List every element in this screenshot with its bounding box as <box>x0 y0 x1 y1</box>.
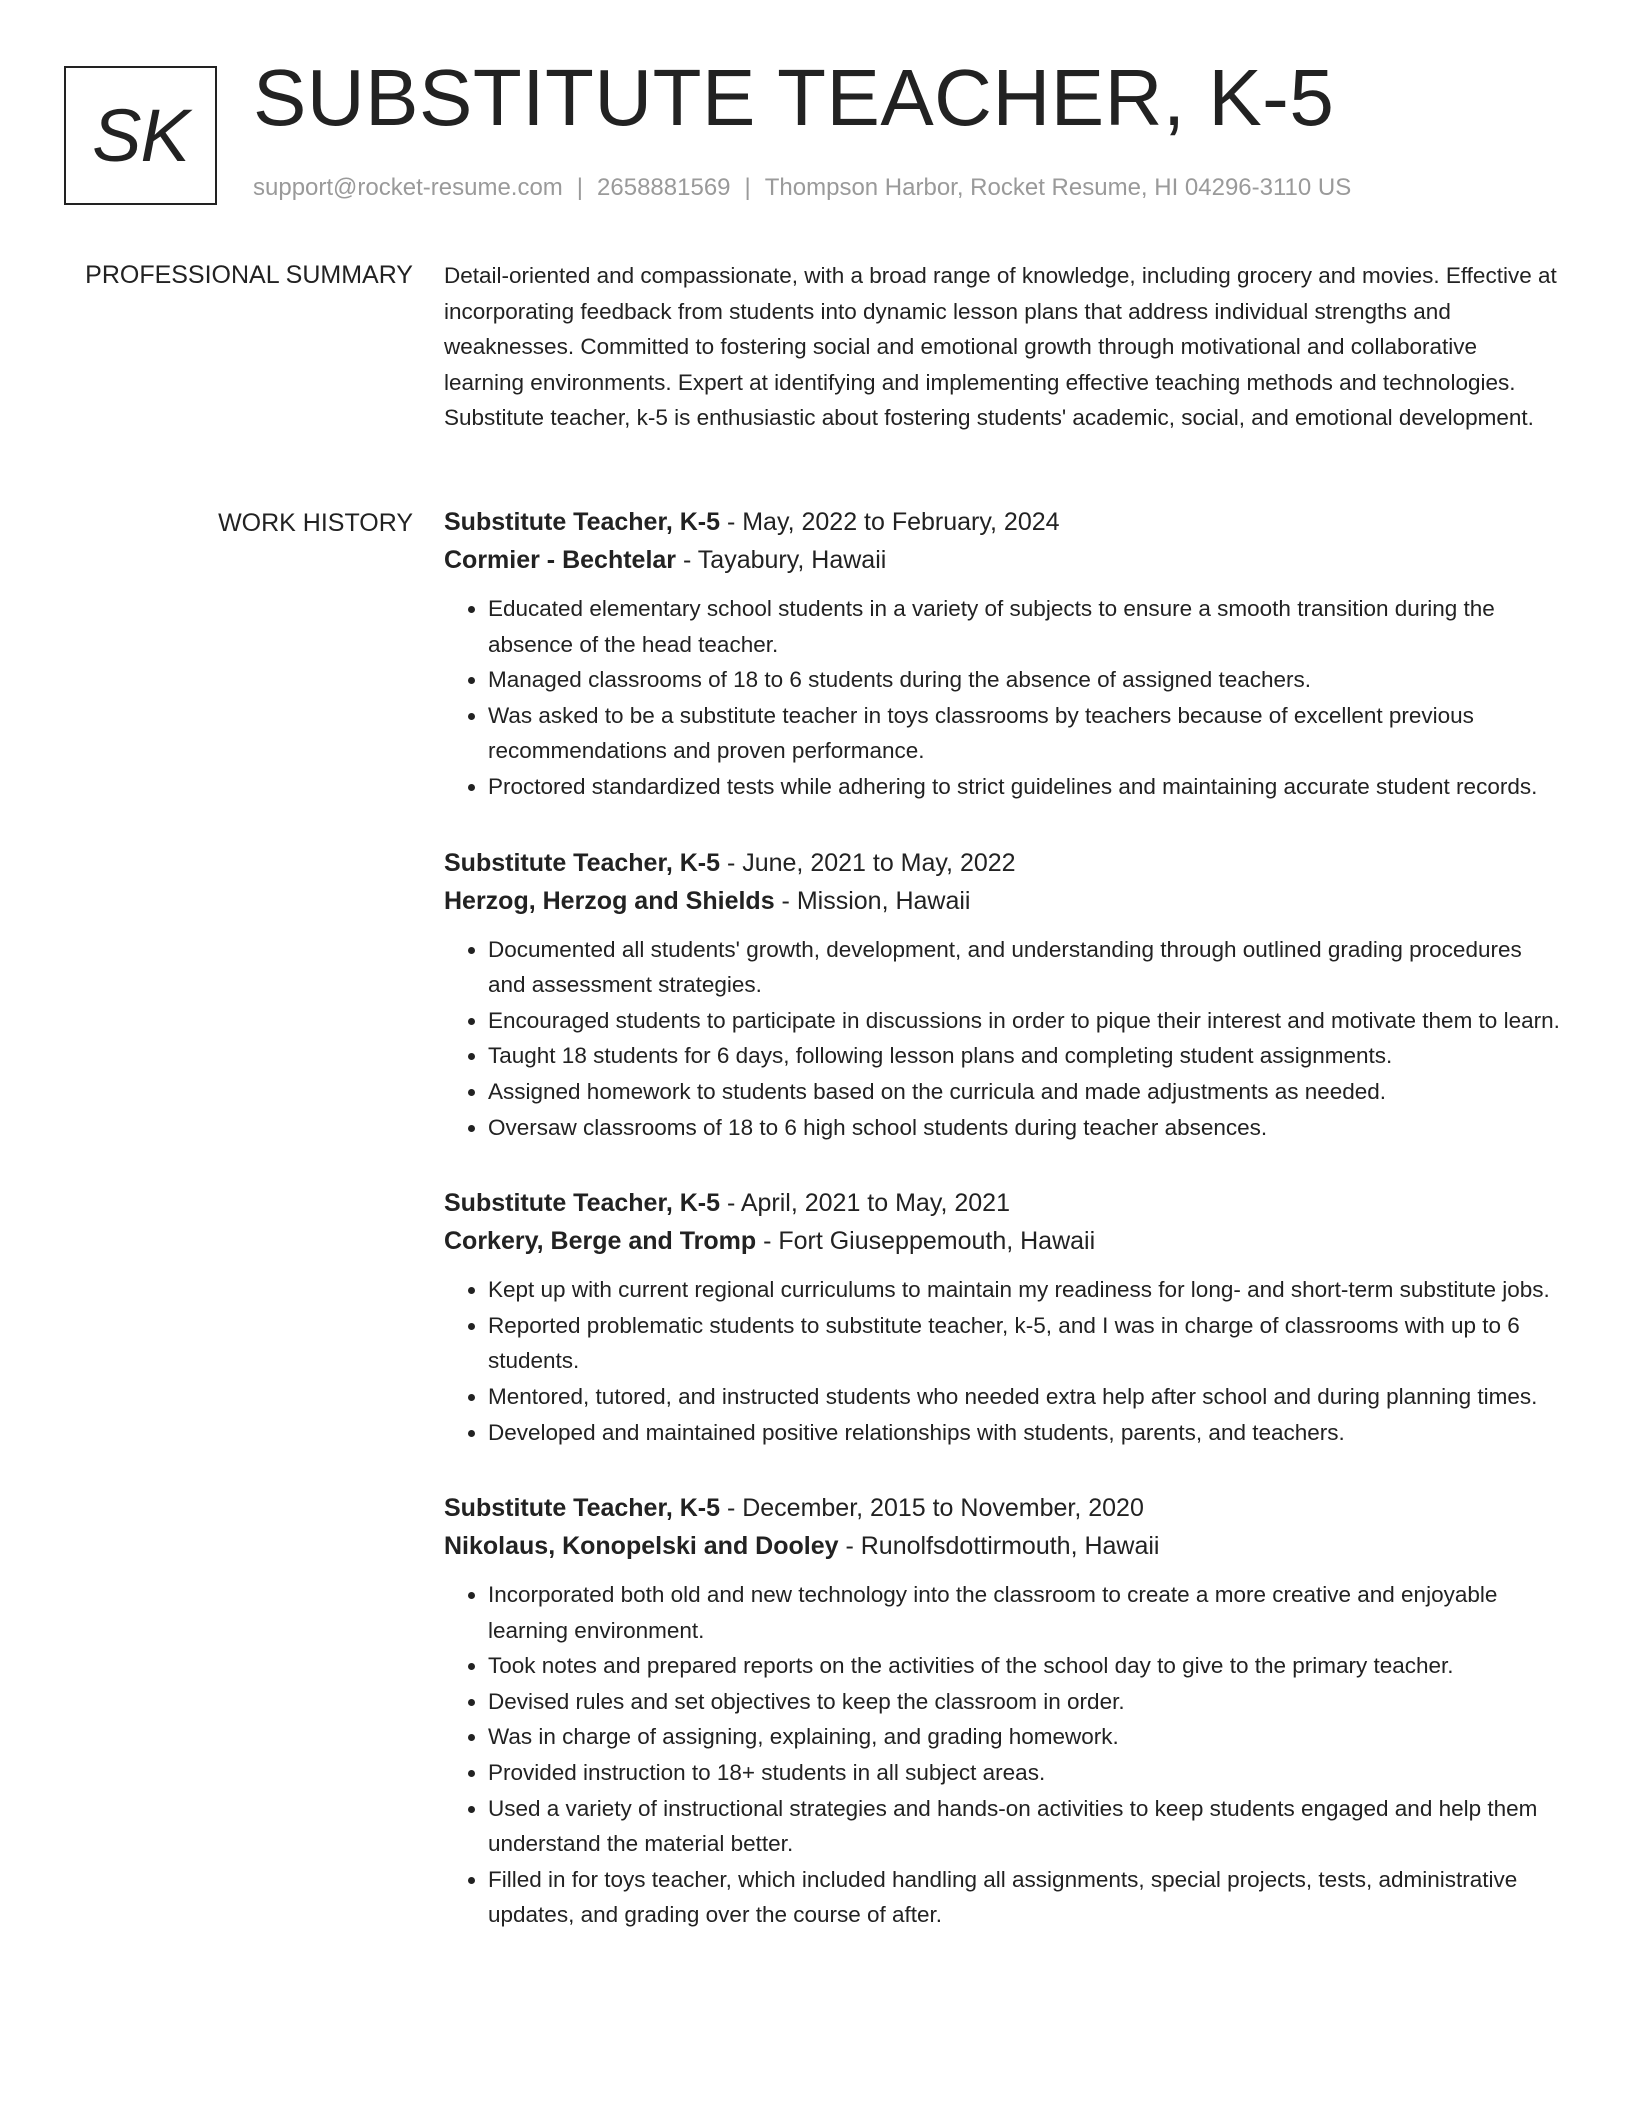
job-title-line <box>444 1489 1560 1527</box>
job-bullet-list <box>444 1577 1560 1933</box>
job-bullet: • Used a variety of instructional strategies and hands-on activities to keep students engaged and help them understand the material better. <box>488 1791 1560 1862</box>
job-bullet: • Documented all students' growth, development, and understanding through outlined grading procedures and assessment strategies. <box>488 932 1560 1003</box>
job-bullet: • Provided instruction to 18+ students in all subject areas. <box>488 1755 1560 1791</box>
work-history-section <box>444 503 1560 1972</box>
job-title: Substitute Teacher, K-5 <box>444 848 720 877</box>
job-bullet: • Managed classrooms of 18 to 6 students during the absence of assigned teachers. <box>488 662 1560 698</box>
job-bullet: • Educated elementary school students in a variety of subjects to ensure a smooth transition during the absence of the head teacher. <box>488 591 1560 662</box>
contact-address: Thompson Harbor, Rocket Resume, HI 04296-3110 US <box>764 174 1352 201</box>
contact-separator: | <box>576 174 584 201</box>
job-bullet: • Was in charge of assigning, explaining, and grading homework. <box>488 1719 1560 1755</box>
section-label-work-history: WORK HISTORY <box>218 509 413 537</box>
job-company: Cormier - Bechtelar <box>444 546 677 574</box>
job-bullet: • Assigned homework to students based on the curricula and made adjustments as needed. <box>488 1074 1560 1110</box>
job-title-line <box>444 503 1560 541</box>
job-company-line <box>444 1527 1560 1565</box>
job-company: Herzog, Herzog and Shields <box>444 886 775 915</box>
job-location: - Tayabury, Hawaii <box>676 546 887 574</box>
job-bullet: • Proctored standardized tests while adhering to strict guidelines and maintaining accurate student records. <box>488 769 1560 805</box>
job-company-line <box>444 541 1560 579</box>
job-entry <box>444 1489 1560 1933</box>
job-title: Substitute Teacher, K-5 <box>444 508 720 536</box>
contact-separator: | <box>744 174 751 201</box>
job-bullet: • Filled in for toys teacher, which included handling all assignments, special projects, tests, administrative updates, and grading over the course of after. <box>488 1862 1560 1933</box>
job-location: - Fort Giuseppemouth, Hawaii <box>756 1227 1096 1256</box>
job-location: - Runolfsdottirmouth, Hawaii <box>838 1532 1160 1561</box>
resume-name-heading: SUBSTITUTE TEACHER, K-5 <box>253 53 1335 142</box>
job-title-line <box>444 844 1560 882</box>
job-bullet-list <box>444 1272 1560 1450</box>
summary-text: Detail-oriented and compassionate, with a broad range of knowledge, including grocery and movies. Effective at incorporating feedback from students into dynamic lesson plans that address individual strengths and weaknesses. Committed to fostering social and emotional growth through motivational and collaborative learning environments. Expert at identifying and implementing effective teaching methods and technologies. Substitute teacher, k-5 is enthusiastic about fostering students' academic, social, and emotional development. <box>444 263 1557 431</box>
job-bullet: • Taught 18 students for 6 days, following lesson plans and completing student assignments. <box>488 1038 1560 1074</box>
job-bullet: • Reported problematic students to substitute teacher, k-5, and I was in charge of classrooms with up to 6 students. <box>488 1308 1560 1379</box>
job-title-line <box>444 1184 1560 1222</box>
job-dates: - May, 2022 to February, 2024 <box>720 508 1060 536</box>
job-entry <box>444 503 1560 805</box>
job-company: Corkery, Berge and Tromp <box>444 1227 757 1256</box>
section-label-professional-summary: PROFESSIONAL SUMMARY <box>85 261 413 289</box>
job-entry <box>444 844 1560 1146</box>
job-bullet: • Mentored, tutored, and instructed students who needed extra help after school and during planning times. <box>488 1379 1560 1415</box>
job-bullet-list <box>444 591 1560 805</box>
job-dates: - June, 2021 to May, 2022 <box>720 848 1016 877</box>
monogram-logo: SK <box>64 66 217 205</box>
job-bullet: • Devised rules and set objectives to keep the classroom in order. <box>488 1684 1560 1720</box>
job-location: - Mission, Hawaii <box>774 886 971 915</box>
job-entry <box>444 1184 1560 1450</box>
job-bullet: • Took notes and prepared reports on the activities of the school day to give to the primary teacher. <box>488 1648 1560 1684</box>
job-company-line <box>444 882 1560 920</box>
summary-section <box>444 258 1560 436</box>
job-bullet: • Was asked to be a substitute teacher in toys classrooms by teachers because of excellent previous recommendations and proven performance. <box>488 698 1560 769</box>
job-dates: - December, 2015 to November, 2020 <box>720 1494 1144 1523</box>
job-bullet: • Incorporated both old and new technology into the classroom to create a more creative and enjoyable learning environment. <box>488 1577 1560 1648</box>
contact-line <box>253 174 1351 202</box>
job-bullet: • Encouraged students to participate in discussions in order to pique their interest and motivate them to learn. <box>488 1003 1560 1039</box>
job-bullet-list <box>444 932 1560 1146</box>
job-bullet: • Kept up with current regional curriculums to maintain my readiness for long- and short-term substitute jobs. <box>488 1272 1560 1308</box>
job-dates: - April, 2021 to May, 2021 <box>720 1189 1010 1218</box>
contact-phone[interactable]: 2658881569 <box>597 174 731 201</box>
job-title: Substitute Teacher, K-5 <box>444 1494 720 1523</box>
job-company: Nikolaus, Konopelski and Dooley <box>444 1532 839 1561</box>
contact-email[interactable]: support@rocket-resume.com <box>253 174 563 201</box>
job-bullet: • Oversaw classrooms of 18 to 6 high school students during teacher absences. <box>488 1110 1560 1146</box>
job-title: Substitute Teacher, K-5 <box>444 1189 720 1218</box>
job-company-line <box>444 1222 1560 1260</box>
job-bullet: • Developed and maintained positive relationships with students, parents, and teachers. <box>488 1415 1560 1451</box>
